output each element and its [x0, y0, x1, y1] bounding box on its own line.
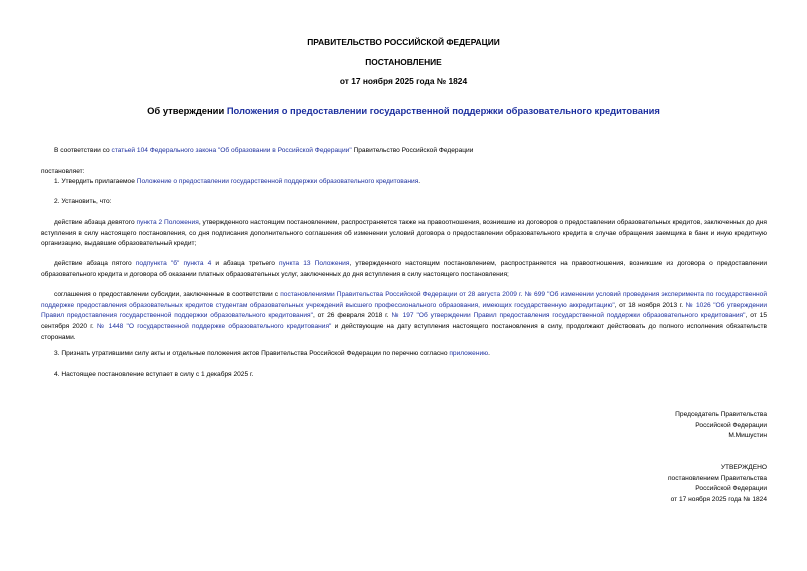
p2c-text-4: , от 15 сентября 2020 г.	[41, 312, 767, 331]
title-link[interactable]: Положения о предоставлении государственной поддержки образовательного кредитования	[226, 105, 660, 116]
p2b-text-2: и абзаца третьего	[211, 260, 280, 267]
paragraph-4	[41, 370, 767, 381]
p2a-text-1: действие абзаца девятого	[54, 219, 137, 226]
p3-text-before: 3. Признать утратившими силу акты и отдельные положения актов Правительства Российской Федерации по перечню согласно	[54, 350, 450, 357]
decree-word: постановляет:	[41, 168, 85, 175]
p2b-text-3: , утвержденного настоящим постановлением, распространяется на правоотношения, возникшие из договора о предоставлении образовательного кредита и договора об оказании платных образовательных услуг, заключенных до дня вступления в силу настоящего постановления;	[41, 260, 767, 278]
title-prefix: Об утверждении	[147, 105, 227, 116]
preamble-text-before: В соответствии со	[54, 147, 112, 154]
preamble-text-after: Правительство Российской Федерации	[351, 147, 474, 154]
p2c-link-2[interactable]: № 1026 "Об утверждении Правил предоставления государственной поддержки образовательного кредитования"	[41, 301, 768, 320]
signature-name: М.Мишустин	[728, 432, 767, 440]
paragraph-2a	[41, 218, 767, 250]
p2c-text-1: соглашения о предоставлении субсидии, заключенные в соответствии с	[54, 291, 281, 298]
p3-appendix-link[interactable]: приложению	[449, 350, 489, 357]
p4-text: 4. Настоящее постановление вступает в силу с 1 декабря 2025 г.	[54, 371, 254, 378]
paragraph-1	[41, 177, 767, 188]
p2b-link-1[interactable]: подпункта "б" пункта 4	[135, 260, 212, 267]
approval-line-3: Российской Федерации	[695, 485, 767, 493]
paragraph-3	[41, 349, 767, 360]
approval-block	[668, 463, 767, 506]
p1-regulation-link[interactable]: Положение о предоставлении государственной поддержки образовательного кредитования	[136, 178, 419, 185]
signature-line-1: Председатель Правительства	[675, 411, 767, 418]
paragraph-2b	[41, 259, 767, 280]
document-title	[0, 105, 807, 116]
government-heading: ПРАВИТЕЛЬСТВО РОССИЙСКОЙ ФЕДЕРАЦИИ	[307, 37, 500, 47]
doc-type-heading: ПОСТАНОВЛЕНИЕ	[365, 57, 442, 67]
p2c-text-5: и действующие на дату вступления настоящего постановления в силу, продолжают действовать до полного исполнения обязательств сторонами.	[41, 323, 767, 341]
p2a-link[interactable]: пункта 2 Положения	[136, 219, 199, 226]
p2c-link-1[interactable]: постановлениями Правительства Российской Федерации от 28 августа 2009 г. № 699 "Об изменении условий проведения эксперимента по государственной поддержке предоставления образовательных кредитов студентам образовательных учреждений высшего профессионального образования, имеющих государственную аккредитацию"	[41, 291, 768, 309]
signature-block	[675, 410, 767, 442]
p2b-link-2[interactable]: пункта 13 Положения	[279, 260, 350, 267]
p2c-link-4[interactable]: № 1448 "О государственной поддержке образовательного кредитования"	[96, 323, 332, 331]
paragraph-2	[41, 197, 767, 208]
p2c-text-3: , от 26 февраля 2018 г.	[312, 312, 392, 320]
approval-line-1: УТВЕРЖДЕНО	[720, 464, 767, 471]
p2c-text-2: , от 18 ноября 2013 г.	[614, 301, 686, 309]
p2c-link-3[interactable]: № 197 "Об утверждении Правил предоставления государственной поддержки образовательного кредитования"	[391, 312, 746, 320]
preamble-paragraph	[41, 146, 767, 157]
signature-line-2: Российской Федерации	[695, 421, 767, 429]
p3-text-after: .	[488, 350, 490, 357]
paragraph-2c	[41, 290, 767, 344]
p1-text-before: 1. Утвердить прилагаемое	[54, 178, 137, 185]
p2-text: 2. Установить, что:	[54, 198, 112, 205]
approval-line-4: от 17 ноября 2025 года № 1824	[670, 496, 767, 504]
p2b-text-1: действие абзаца пятого	[54, 260, 136, 267]
p2a-text-2: , утвержденного настоящим постановлением, распространяется также на правоотношения, возникшие из договоров о предоставлении образовательных кредитов, заключенных до дня вступления в силу настоящего постановления, со дня подписания дополнительного соглашения об изменении условий договора о предоставлении образовательного кредита в случае обращения заемщика в банк и иную кредитную организацию, выдавшие образовательный кредит;	[41, 219, 767, 248]
date-number-heading: от 17 ноября 2025 года № 1824	[339, 76, 468, 86]
approval-line-2: постановлением Правительства	[667, 474, 767, 482]
preamble-law-link[interactable]: статьей 104 Федерального закона "Об образовании в Российской Федерации"	[111, 147, 352, 154]
p1-text-after: .	[418, 178, 421, 185]
